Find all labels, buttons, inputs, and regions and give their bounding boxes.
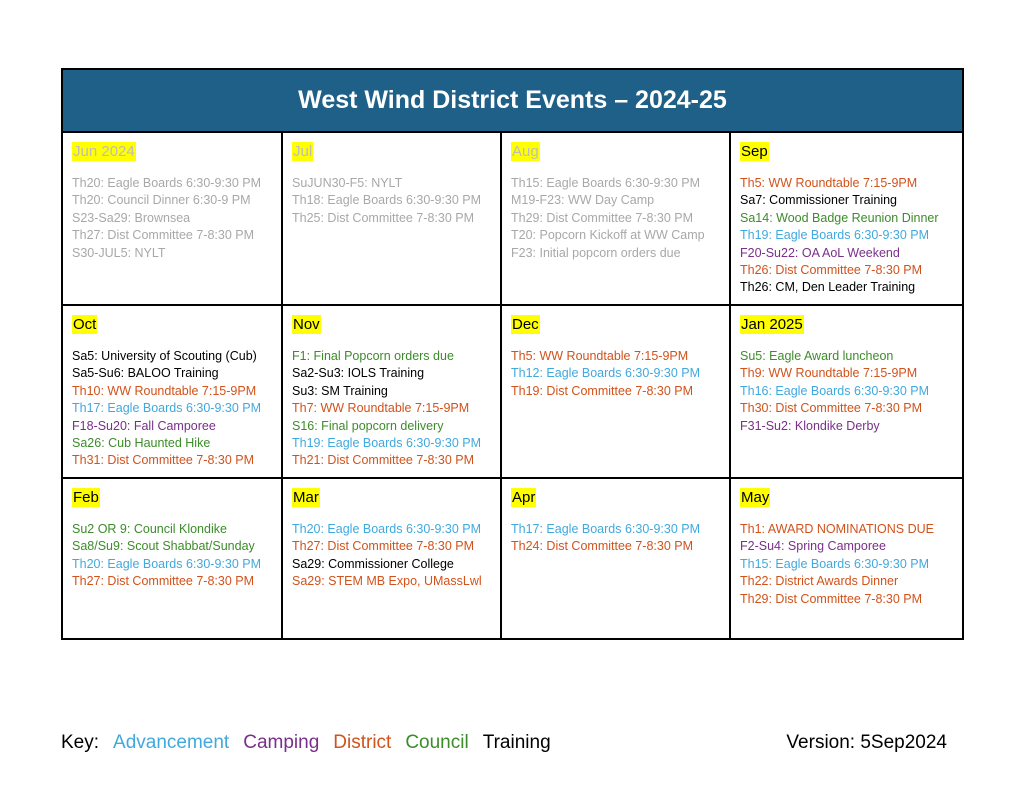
event-item: Th19: Dist Committee 7-8:30 PM	[511, 383, 694, 398]
month-label: Apr	[512, 489, 536, 506]
month-label: Jul	[293, 143, 313, 160]
event-item: Sa26: Cub Haunted Hike	[72, 436, 211, 451]
event-item: Th10: WW Roundtable 7:15-9PM	[72, 383, 257, 398]
event-item: Th19: Eagle Boards 6:30-9:30 PM	[740, 228, 930, 243]
month-cell	[731, 306, 962, 479]
event-item: Th26: CM, Den Leader Training	[740, 280, 916, 295]
color-key	[61, 732, 565, 754]
key-label: Key:	[61, 732, 100, 753]
event-item: Th30: Dist Committee 7-8:30 PM	[740, 401, 923, 416]
month-cell	[283, 306, 502, 479]
month-label: Aug	[512, 143, 539, 160]
month-cell	[502, 306, 731, 479]
event-item: Th21: Dist Committee 7-8:30 PM	[292, 453, 475, 468]
key-council: Council	[405, 732, 469, 753]
month-label: Dec	[512, 316, 539, 333]
event-item: Sa29: Commissioner College	[292, 556, 454, 571]
key-district: District	[333, 732, 392, 753]
event-item: Th27: Dist Committee 7-8:30 PM	[292, 539, 475, 554]
event-item: Th15: Eagle Boards 6:30-9:30 PM	[740, 556, 930, 571]
event-item: Th27: Dist Committee 7-8:30 PM	[72, 228, 255, 243]
month-cell	[502, 133, 731, 306]
event-item: Th20: Eagle Boards 6:30-9:30 PM	[72, 176, 262, 190]
event-item: F1: Final Popcorn orders due	[292, 349, 454, 363]
month-label: May	[741, 489, 770, 506]
event-item: Su5: Eagle Award luncheon	[740, 349, 894, 363]
month-cell	[731, 133, 962, 306]
event-item: Sa14: Wood Badge Reunion Dinner	[740, 210, 939, 225]
event-item: Th20: Eagle Boards 6:30-9:30 PM	[72, 556, 262, 571]
month-cell	[283, 133, 502, 306]
event-item: Th20: Eagle Boards 6:30-9:30 PM	[292, 522, 482, 536]
months-grid	[63, 133, 962, 639]
event-item: Th29: Dist Committee 7-8:30 PM	[511, 210, 694, 225]
month-label: Jun 2024	[73, 143, 135, 160]
event-item: Sa5: University of Scouting (Cub)	[72, 349, 257, 363]
event-item: Th7: WW Roundtable 7:15-9PM	[292, 401, 470, 416]
event-item: Th24: Dist Committee 7-8:30 PM	[511, 539, 694, 554]
version-label: Version: 5Sep2024	[786, 732, 947, 753]
event-item: Th22: District Awards Dinner	[740, 574, 899, 589]
event-item: Su3: SM Training	[292, 383, 388, 398]
event-item: Th16: Eagle Boards 6:30-9:30 PM	[740, 383, 930, 398]
events-calendar	[61, 68, 964, 640]
key-training: Training	[482, 732, 551, 753]
event-item: F20-Su22: OA AoL Weekend	[740, 245, 900, 260]
event-item: M19-F23: WW Day Camp	[511, 193, 655, 208]
event-item: Th18: Eagle Boards 6:30-9:30 PM	[292, 193, 482, 208]
key-camping: Camping	[243, 732, 320, 753]
event-item: Sa2-Su3: IOLS Training	[292, 366, 425, 381]
event-item: Su2 OR 9: Council Klondike	[72, 522, 227, 536]
event-item: F18-Su20: Fall Camporee	[72, 418, 216, 433]
event-item: Th19: Eagle Boards 6:30-9:30 PM	[292, 436, 482, 451]
month-label: Feb	[73, 489, 99, 506]
month-cell	[283, 479, 502, 639]
key-advancement: Advancement	[113, 732, 230, 753]
month-label: Oct	[73, 316, 97, 333]
event-item: F31-Su2: Klondike Derby	[740, 418, 880, 433]
event-item: Th5: WW Roundtable 7:15-9PM	[511, 349, 689, 363]
event-item: Sa7: Commissioner Training	[740, 193, 898, 208]
event-item: Th9: WW Roundtable 7:15-9PM	[740, 366, 918, 381]
event-item: Th25: Dist Committee 7-8:30 PM	[292, 210, 475, 225]
event-item: Sa29: STEM MB Expo, UMassLwl	[292, 574, 482, 589]
event-item: Th20: Council Dinner 6:30-9 PM	[72, 193, 251, 208]
event-item: T20: Popcorn Kickoff at WW Camp	[511, 228, 705, 243]
event-item: Th1: AWARD NOMINATIONS DUE	[740, 522, 935, 536]
event-item: S23-Sa29: Brownsea	[72, 210, 191, 225]
month-label: Sep	[741, 143, 768, 160]
event-item: Th12: Eagle Boards 6:30-9:30 PM	[511, 366, 701, 381]
event-item: S30-JUL5: NYLT	[72, 245, 166, 260]
event-item: Sa5-Su6: BALOO Training	[72, 366, 219, 381]
month-label: Jan 2025	[741, 316, 803, 333]
event-item: Sa8/Su9: Scout Shabbat/Sunday	[72, 539, 255, 554]
month-cell	[502, 479, 731, 639]
month-cell	[63, 306, 283, 479]
event-item: Th17: Eagle Boards 6:30-9:30 PM	[511, 522, 701, 536]
event-item: SuJUN30-F5: NYLT	[292, 176, 403, 190]
event-item: Th15: Eagle Boards 6:30-9:30 PM	[511, 176, 701, 190]
event-item: Th17: Eagle Boards 6:30-9:30 PM	[72, 401, 262, 416]
event-item: S16: Final popcorn delivery	[292, 418, 444, 433]
event-item: Th29: Dist Committee 7-8:30 PM	[740, 591, 923, 606]
month-label: Mar	[293, 489, 319, 506]
event-item: Th5: WW Roundtable 7:15-9PM	[740, 176, 918, 190]
month-cell	[63, 479, 283, 639]
event-item: Th27: Dist Committee 7-8:30 PM	[72, 574, 255, 589]
month-cell	[731, 479, 962, 639]
event-item: F2-Su4: Spring Camporee	[740, 539, 886, 554]
event-item: Th26: Dist Committee 7-8:30 PM	[740, 263, 923, 278]
month-label: Nov	[293, 316, 320, 333]
month-cell	[63, 133, 283, 306]
event-item: F23: Initial popcorn orders due	[511, 245, 681, 260]
calendar-title: West Wind District Events – 2024-25	[63, 70, 962, 133]
event-item: Th31: Dist Committee 7-8:30 PM	[72, 453, 255, 468]
